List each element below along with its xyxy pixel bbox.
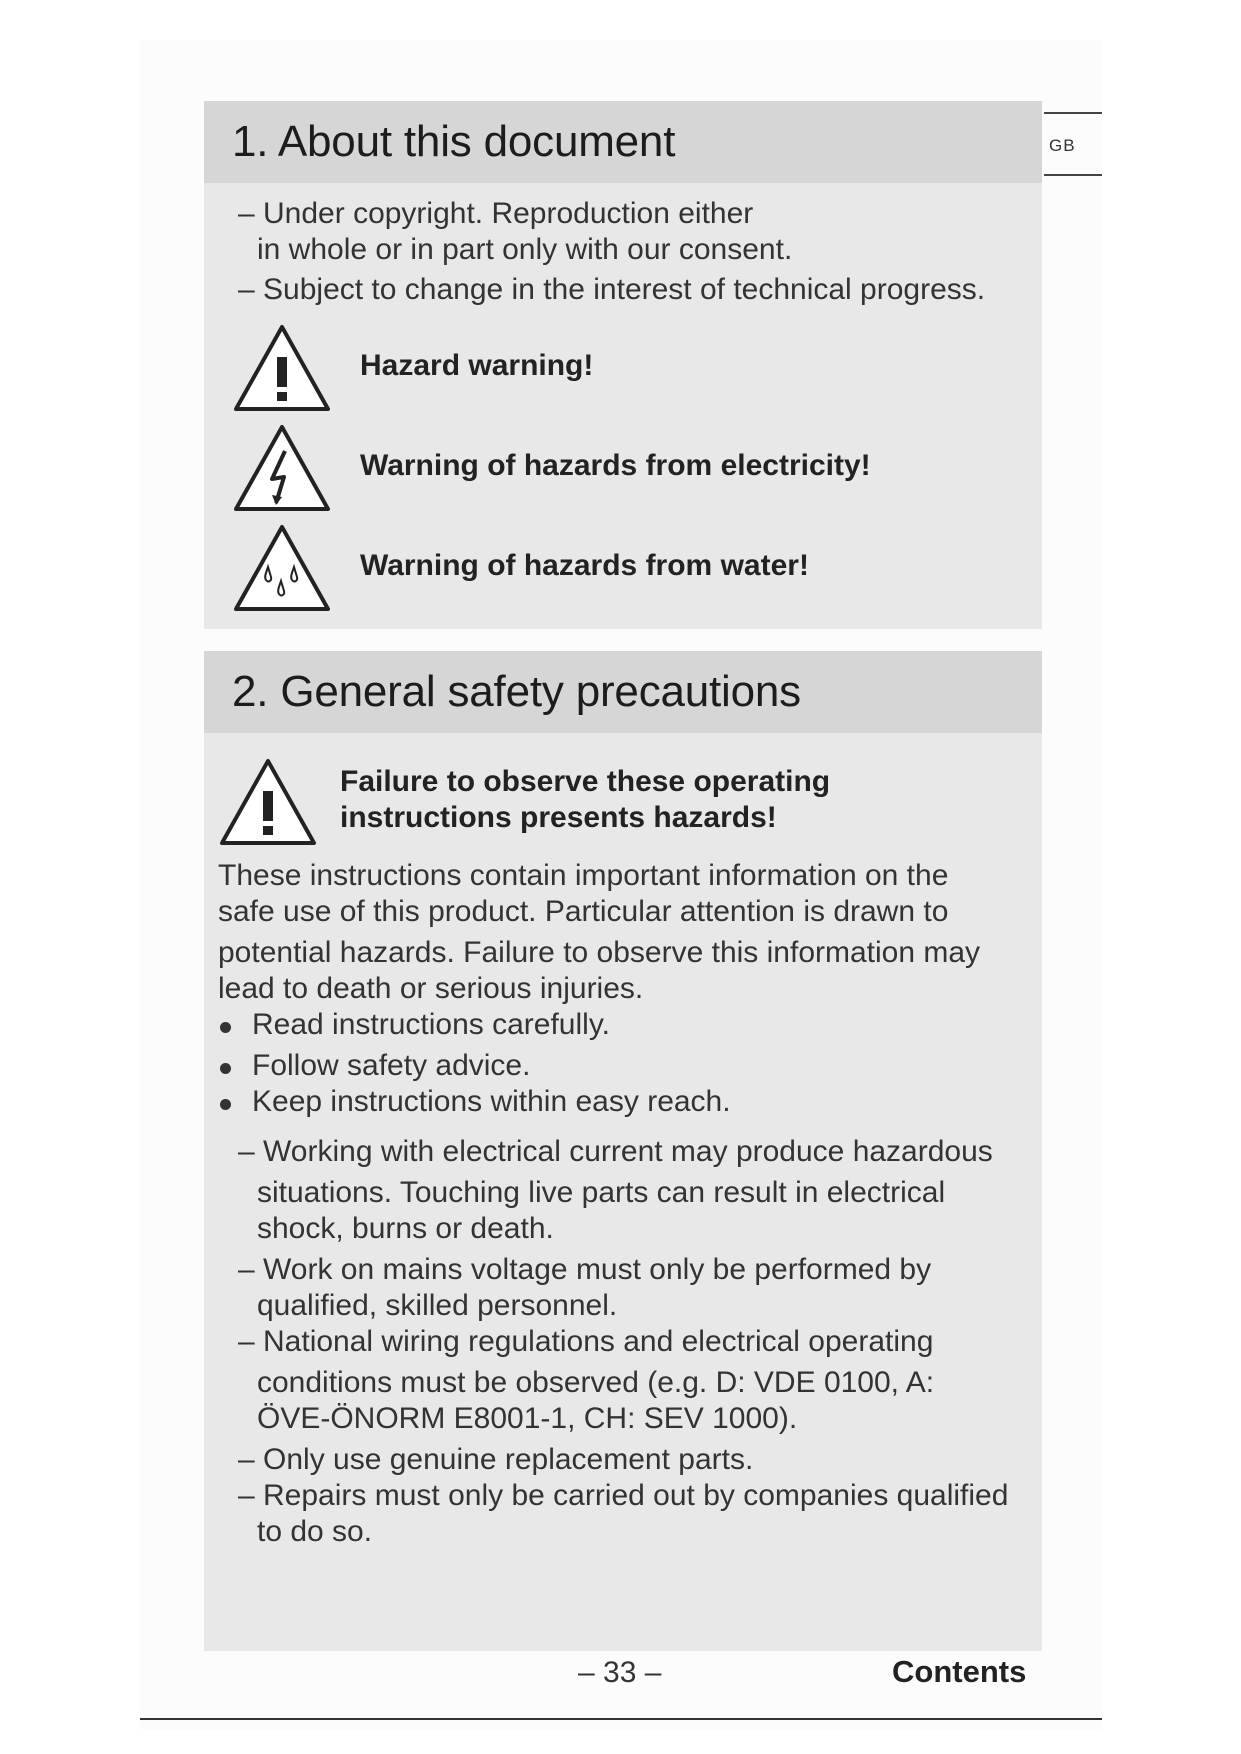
electricity-warning-text: Warning of hazards from electricity! [360,449,871,482]
dash-item-line: shock, burns or death. [257,1212,554,1245]
dash-item-line: – Repairs must only be carried out by companies qualified [238,1479,1009,1512]
warning-line2: instructions presents hazards! [340,801,777,834]
hazard-warning-row [232,323,992,415]
page-number: – 33 – [578,1656,662,1689]
water-warning-row [232,523,992,615]
section-title: 1. About this document [232,117,676,166]
dash-item-line: to do so. [257,1515,373,1548]
dash-item-line: – Only use genuine replacement parts. [238,1443,754,1476]
dash-item-line: – Working with electrical current may produce hazardous [238,1135,993,1168]
change-note: – Subject to change in the interest of technical progress. [238,273,986,306]
intro-line: potential hazards. Failure to observe this information may [218,936,981,969]
dash-item-line: qualified, skilled personnel. [257,1289,618,1322]
bullet-text: Keep instructions within easy reach. [252,1085,731,1118]
bottom-divider [140,1718,1102,1720]
intro-line: lead to death or serious injuries. [218,972,644,1005]
section-general-safety [204,651,1042,1651]
language-tab[interactable] [1044,112,1102,176]
dash-item-line: ÖVE-ÖNORM E8001-1, CH: SEV 1000). [257,1402,798,1435]
warning-line1: Failure to observe these operating [340,765,831,798]
electricity-warning-icon [232,423,332,515]
bullet-dot-icon [220,1022,231,1033]
section-about-document [204,101,1042,629]
language-tab-label: GB [1049,136,1076,155]
hazard-warning-icon [218,757,318,849]
contents-link[interactable]: Contents [892,1654,1027,1689]
dash-item-line: situations. Touching live parts can result in electrical [257,1176,946,1209]
bullet-dot-icon [220,1063,231,1074]
dash-item-line: – Work on mains voltage must only be performed by [238,1253,932,1286]
intro-line: safe use of this product. Particular attention is drawn to [218,895,949,928]
water-warning-icon [232,523,332,615]
dash-item-line: conditions must be observed (e.g. D: VDE 0100, A: [257,1366,935,1399]
electricity-warning-row [232,423,992,515]
hazard-warning-text: Hazard warning! [360,349,594,382]
bullet-text: Follow safety advice. [252,1049,531,1082]
section-header [204,101,1042,183]
intro-line: These instructions contain important information on the [218,859,949,892]
bullet-text: Read instructions carefully. [252,1008,610,1041]
copyright-note-line1: – Under copyright. Reproduction either [238,197,754,230]
section-title: 2. General safety precautions [232,667,801,716]
hazard-warning-icon [232,323,332,415]
water-warning-text: Warning of hazards from water! [360,549,809,582]
section-header [204,651,1042,733]
dash-item-line: – National wiring regulations and electrical operating [238,1325,934,1358]
copyright-note-line2: in whole or in part only with our consent. [257,233,793,266]
operating-instructions-warning [218,757,1018,849]
bullet-dot-icon [220,1099,231,1110]
